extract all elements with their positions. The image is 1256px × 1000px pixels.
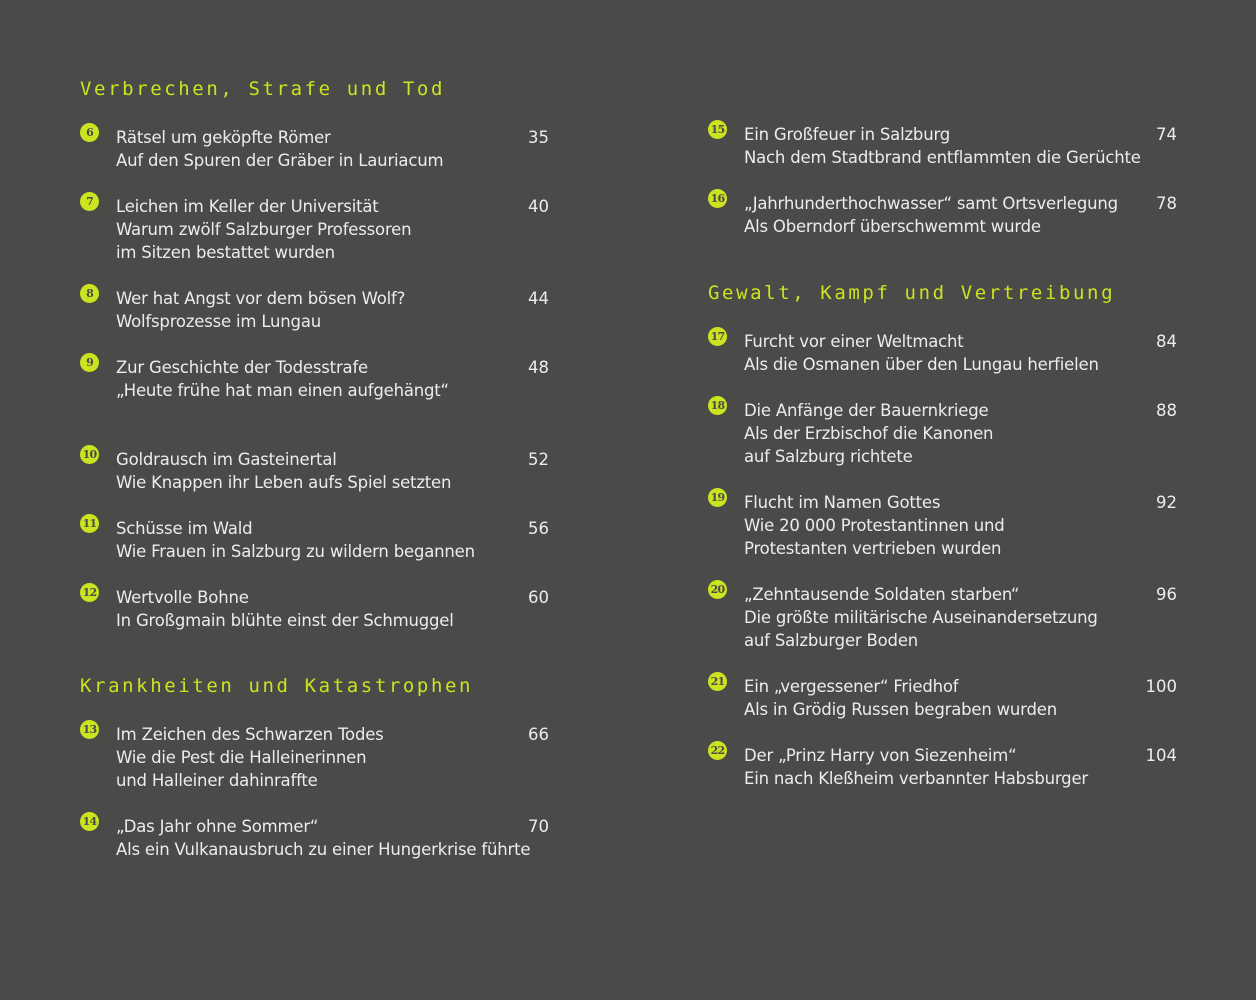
- chapter-number-badge: 9: [80, 353, 99, 372]
- chapter-title: Ein Großfeuer in Salzburg: [744, 125, 951, 144]
- chapter-subtitle-line2: Protestanten vertrieben wurden: [744, 539, 1002, 558]
- page-number: 78: [1156, 194, 1177, 213]
- chapter-subtitle: Wie Frauen in Salzburg zu wildern begannen: [116, 542, 475, 561]
- chapter-number-badge: 11: [80, 514, 99, 533]
- chapter-title: Der „Prinz Harry von Siezenheim“: [744, 746, 1017, 765]
- chapter-title: „Jahrhunderthochwasser“ samt Ortsverlegung: [744, 194, 1118, 213]
- chapter-title: Leichen im Keller der Universität: [116, 197, 379, 216]
- page-number: 52: [528, 450, 549, 469]
- chapter-title: Ein „vergessener“ Friedhof: [744, 677, 959, 696]
- chapter-number-badge: 8: [80, 284, 99, 303]
- chapter-number-badge: 19: [708, 488, 727, 507]
- chapter-subtitle: Als der Erzbischof die Kanonen: [744, 424, 994, 443]
- chapter-subtitle: „Heute frühe hat man einen aufgehängt“: [116, 381, 449, 400]
- chapter-subtitle: Nach dem Stadtbrand entflammten die Gerüchte: [744, 148, 1141, 167]
- chapter-number-badge: 17: [708, 327, 727, 346]
- chapter-title: Die Anfänge der Bauernkriege: [744, 401, 989, 420]
- section-title-krankheiten: Krankheiten und Katastrophen: [80, 675, 474, 697]
- page-number: 88: [1156, 401, 1177, 420]
- chapter-subtitle: Wie die Pest die Halleinerinnen: [116, 748, 367, 767]
- chapter-title: „Das Jahr ohne Sommer“: [116, 817, 319, 836]
- section-title-gewalt: Gewalt, Kampf und Vertreibung: [708, 282, 1116, 304]
- chapter-title: Wer hat Angst vor dem bösen Wolf?: [116, 289, 406, 308]
- chapter-number-badge: 15: [708, 120, 727, 139]
- chapter-subtitle: In Großgmain blühte einst der Schmuggel: [116, 611, 454, 630]
- chapter-subtitle: Ein nach Kleßheim verbannter Habsburger: [744, 769, 1088, 788]
- page-number: 70: [528, 817, 549, 836]
- section-title-verbrechen: Verbrechen, Strafe und Tod: [80, 78, 446, 100]
- chapter-subtitle: Als in Grödig Russen begraben wurden: [744, 700, 1057, 719]
- chapter-number-badge: 18: [708, 396, 727, 415]
- chapter-number-badge: 14: [80, 812, 99, 831]
- chapter-number-badge: 20: [708, 580, 727, 599]
- page-number: 60: [528, 588, 549, 607]
- page-number: 48: [528, 358, 549, 377]
- page-number: 104: [1145, 746, 1177, 765]
- chapter-subtitle: Wie 20 000 Protestantinnen und: [744, 516, 1005, 535]
- page-number: 40: [528, 197, 549, 216]
- page-number: 100: [1145, 677, 1177, 696]
- chapter-number-badge: 7: [80, 192, 99, 211]
- chapter-number-badge: 16: [708, 189, 727, 208]
- chapter-title: Wertvolle Bohne: [116, 588, 249, 607]
- chapter-title: Zur Geschichte der Todesstrafe: [116, 358, 368, 377]
- page-number: 66: [528, 725, 549, 744]
- chapter-subtitle: Auf den Spuren der Gräber in Lauriacum: [116, 151, 444, 170]
- chapter-subtitle-line2: im Sitzen bestattet wurden: [116, 243, 335, 262]
- chapter-subtitle-line2: auf Salzburger Boden: [744, 631, 919, 650]
- chapter-subtitle: Als die Osmanen über den Lungau herfielen: [744, 355, 1099, 374]
- chapter-title: Furcht vor einer Weltmacht: [744, 332, 964, 351]
- chapter-number-badge: 21: [708, 672, 727, 691]
- page-number: 74: [1156, 125, 1177, 144]
- chapter-number-badge: 13: [80, 720, 99, 739]
- chapter-subtitle-line2: und Halleiner dahinraffte: [116, 771, 318, 790]
- chapter-title: Goldrausch im Gasteinertal: [116, 450, 337, 469]
- chapter-number-badge: 6: [80, 123, 99, 142]
- page-number: 44: [528, 289, 549, 308]
- chapter-subtitle: Wolfsprozesse im Lungau: [116, 312, 321, 331]
- chapter-number-badge: 22: [708, 741, 727, 760]
- chapter-title: Im Zeichen des Schwarzen Todes: [116, 725, 384, 744]
- chapter-number-badge: 10: [80, 445, 99, 464]
- page-number: 92: [1156, 493, 1177, 512]
- page-number: 35: [528, 128, 549, 147]
- chapter-title: Schüsse im Wald: [116, 519, 253, 538]
- page-number: 56: [528, 519, 549, 538]
- chapter-number-badge: 12: [80, 583, 99, 602]
- chapter-subtitle: Warum zwölf Salzburger Professoren: [116, 220, 412, 239]
- chapter-title: Rätsel um geköpfte Römer: [116, 128, 331, 147]
- page-number: 84: [1156, 332, 1177, 351]
- chapter-title: Flucht im Namen Gottes: [744, 493, 941, 512]
- chapter-subtitle: Als ein Vulkanausbruch zu einer Hungerkrise führte: [116, 840, 531, 859]
- chapter-subtitle: Als Oberndorf überschwemmt wurde: [744, 217, 1041, 236]
- chapter-subtitle: Wie Knappen ihr Leben aufs Spiel setzten: [116, 473, 452, 492]
- chapter-title: „Zehntausende Soldaten starben“: [744, 585, 1020, 604]
- chapter-subtitle-line2: auf Salzburg richtete: [744, 447, 913, 466]
- page-number: 96: [1156, 585, 1177, 604]
- chapter-subtitle: Die größte militärische Auseinandersetzung: [744, 608, 1098, 627]
